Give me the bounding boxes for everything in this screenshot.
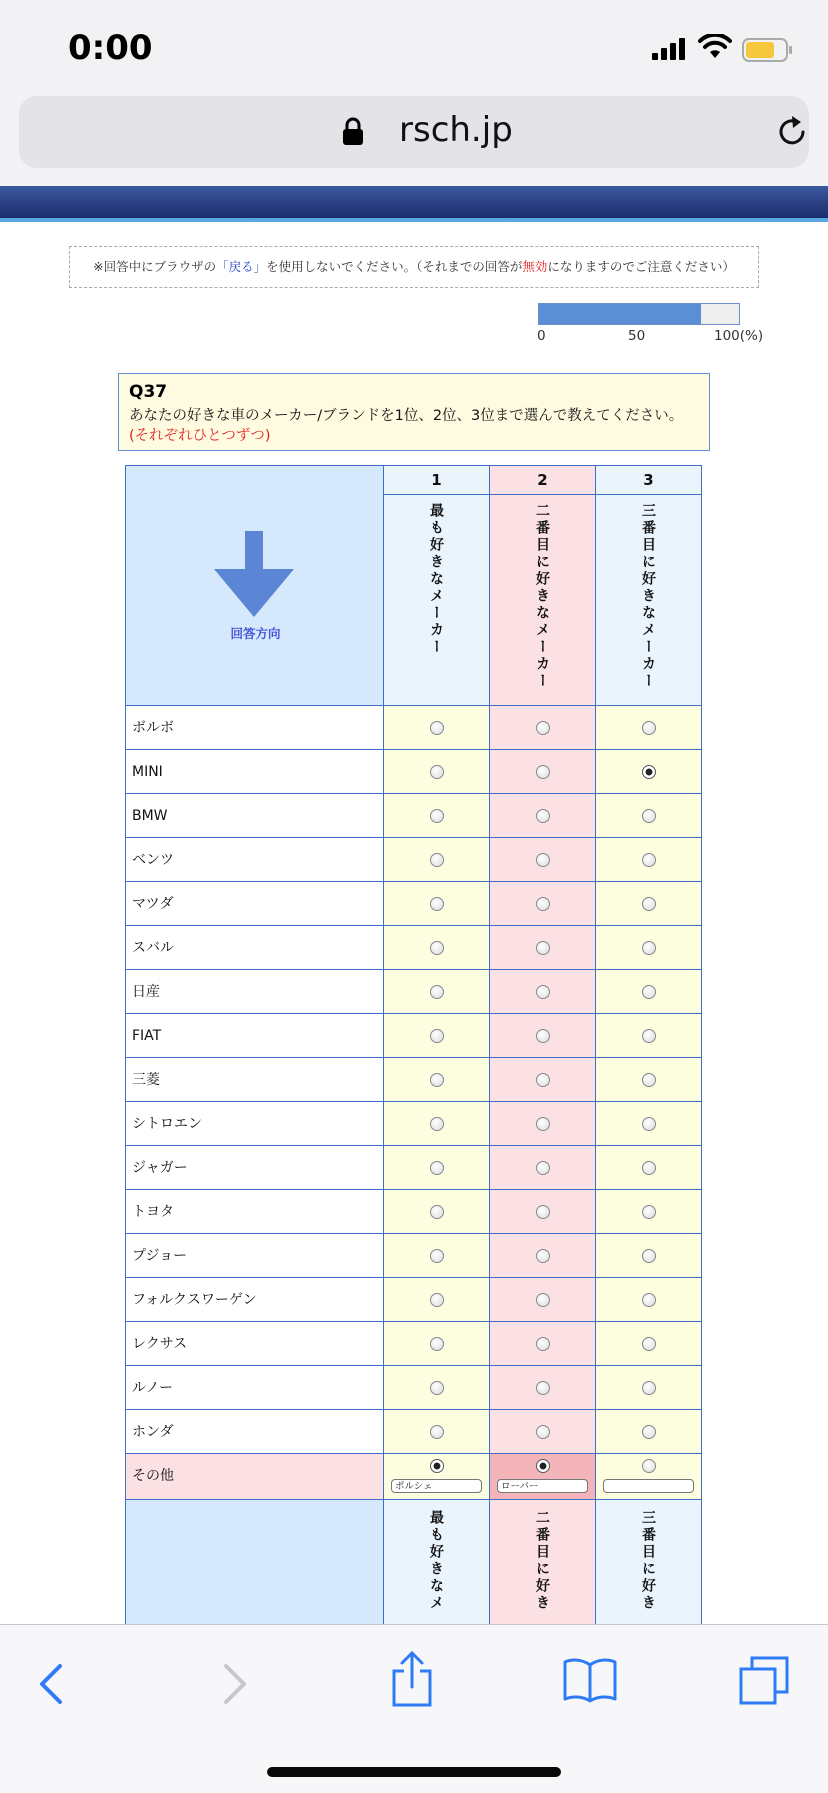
radio-rank-1[interactable] [430, 1073, 444, 1087]
radio-rank-3[interactable] [642, 941, 656, 955]
wifi-icon [698, 34, 732, 60]
radio-rank-2[interactable] [536, 1117, 550, 1131]
radio-rank-1[interactable] [430, 1161, 444, 1175]
column-number-2: 2 [489, 465, 596, 495]
other-radio-rank-1[interactable] [430, 1459, 444, 1473]
cellular-signal-icon [652, 38, 688, 60]
radio-rank-2[interactable] [536, 1249, 550, 1263]
radio-rank-3[interactable] [642, 1029, 656, 1043]
answer-cell-3[interactable] [595, 1409, 702, 1454]
answer-cell-1[interactable] [383, 837, 490, 882]
other-radio-rank-2[interactable] [536, 1459, 550, 1473]
direction-label: 回答方向 [230, 626, 281, 641]
answer-cell-3[interactable] [595, 1365, 702, 1410]
status-bar [0, 0, 828, 92]
tabs-icon[interactable] [738, 1655, 790, 1705]
row-label: フォルクスワーゲン [125, 1277, 384, 1322]
radio-rank-1[interactable] [430, 765, 444, 779]
radio-rank-3[interactable] [642, 853, 656, 867]
browser-toolbar [0, 1624, 828, 1793]
radio-rank-2[interactable] [536, 941, 550, 955]
radio-rank-1[interactable] [430, 1425, 444, 1439]
other-text-input-3[interactable] [603, 1479, 694, 1493]
radio-rank-2[interactable] [536, 1337, 550, 1351]
row-label: ホンダ [125, 1409, 384, 1454]
row-label: トヨタ [125, 1189, 384, 1234]
radio-rank-3[interactable] [642, 1161, 656, 1175]
direction-cell [125, 465, 384, 706]
row-label: 日産 [125, 969, 384, 1014]
answer-cell-2[interactable] [489, 969, 596, 1014]
answer-cell-3[interactable] [595, 1321, 702, 1366]
answer-cell-1[interactable] [383, 881, 490, 926]
column-header-1 [383, 494, 490, 706]
radio-rank-2[interactable] [536, 721, 550, 735]
home-indicator [267, 1767, 561, 1777]
footer-column-label-3: 三番目に好き [640, 1510, 656, 1612]
row-label: FIAT [125, 1013, 384, 1058]
footer-column-header-1 [383, 1499, 490, 1639]
other-text-input-1[interactable]: ポルシェ [391, 1479, 482, 1493]
radio-rank-2[interactable] [536, 1425, 550, 1439]
radio-rank-2[interactable] [536, 1293, 550, 1307]
row-label: レクサス [125, 1321, 384, 1366]
answer-cell-1[interactable] [383, 1409, 490, 1454]
answer-cell-1[interactable] [383, 1233, 490, 1278]
site-header-band [0, 186, 828, 218]
progress-bar [538, 303, 740, 325]
bookmarks-icon[interactable] [562, 1657, 618, 1703]
url-text: rsch.jp [399, 110, 513, 150]
question-number: Q37 [129, 382, 168, 402]
question-box [118, 373, 710, 451]
status-time: 0:00 [68, 28, 153, 68]
answer-cell-3[interactable] [595, 969, 702, 1014]
radio-rank-3[interactable] [642, 1293, 656, 1307]
column-label-3: 三番目に好きなメーカー [640, 503, 656, 690]
radio-rank-1[interactable] [430, 1381, 444, 1395]
radio-rank-1[interactable] [430, 1249, 444, 1263]
answer-cell-2[interactable] [489, 1409, 596, 1454]
site-header-accent [0, 218, 828, 222]
answer-cell-1[interactable] [383, 1365, 490, 1410]
forward-arrow-icon[interactable] [222, 1663, 248, 1705]
answer-cell-1[interactable] [383, 1013, 490, 1058]
answer-cell-2[interactable] [489, 793, 596, 838]
radio-rank-2[interactable] [536, 853, 550, 867]
row-label-other: その他 [125, 1453, 384, 1500]
question-text: あなたの好きな車のメーカー/ブランドを1位、2位、3位まで選んで教えてください。 [129, 408, 684, 424]
radio-rank-3[interactable] [642, 1249, 656, 1263]
answer-cell-3[interactable] [595, 749, 702, 794]
radio-rank-3[interactable] [642, 765, 656, 779]
column-number-1: 1 [383, 465, 490, 495]
radio-rank-1[interactable] [430, 985, 444, 999]
answer-cell-3[interactable] [595, 1233, 702, 1278]
answer-cell-2[interactable] [489, 749, 596, 794]
other-cell-3[interactable] [595, 1453, 702, 1500]
radio-rank-2[interactable] [536, 985, 550, 999]
radio-rank-2[interactable] [536, 765, 550, 779]
radio-rank-2[interactable] [536, 1205, 550, 1219]
back-arrow-icon[interactable] [38, 1663, 64, 1705]
answer-cell-2[interactable] [489, 1057, 596, 1102]
radio-rank-2[interactable] [536, 1161, 550, 1175]
answer-cell-3[interactable] [595, 837, 702, 882]
answer-cell-2[interactable] [489, 1365, 596, 1410]
row-label: プジョー [125, 1233, 384, 1278]
question-note: (それぞれひとつずつ) [129, 428, 271, 444]
radio-rank-3[interactable] [642, 897, 656, 911]
answer-cell-2[interactable] [489, 1233, 596, 1278]
answer-cell-1[interactable] [383, 1277, 490, 1322]
answer-cell-2[interactable] [489, 1277, 596, 1322]
answer-cell-3[interactable] [595, 1189, 702, 1234]
radio-rank-1[interactable] [430, 809, 444, 823]
battery-icon [742, 38, 794, 62]
answer-cell-3[interactable] [595, 705, 702, 750]
row-label: ジャガー [125, 1145, 384, 1190]
address-bar[interactable] [19, 96, 809, 168]
radio-rank-3[interactable] [642, 985, 656, 999]
notice-suffix: になりますのでご注意ください） [547, 259, 735, 274]
answer-cell-2[interactable] [489, 925, 596, 970]
radio-rank-2[interactable] [536, 1073, 550, 1087]
radio-rank-1[interactable] [430, 941, 444, 955]
reload-icon[interactable] [775, 114, 809, 148]
footer-direction-cell [125, 1499, 384, 1639]
answer-cell-3[interactable] [595, 793, 702, 838]
radio-rank-1[interactable] [430, 1337, 444, 1351]
answer-cell-2[interactable] [489, 1321, 596, 1366]
arrow-down-icon [214, 531, 294, 617]
answer-cell-3[interactable] [595, 1277, 702, 1322]
lock-icon [341, 116, 365, 146]
answer-cell-2[interactable] [489, 1145, 596, 1190]
answer-cell-3[interactable] [595, 1057, 702, 1102]
answer-cell-1[interactable] [383, 1145, 490, 1190]
answer-cell-1[interactable] [383, 1321, 490, 1366]
other-text-input-2[interactable]: ローバー [497, 1479, 588, 1493]
column-label-2: 二番目に好きなメーカー [534, 503, 550, 690]
answer-cell-3[interactable] [595, 1145, 702, 1190]
row-label: シトロエン [125, 1101, 384, 1146]
radio-rank-1[interactable] [430, 853, 444, 867]
browser-address-area [0, 92, 828, 186]
footer-column-header-2 [489, 1499, 596, 1639]
column-header-2 [489, 494, 596, 706]
row-label: ベンツ [125, 837, 384, 882]
notice-middle: を使用しないでください。（それまでの回答が [266, 259, 523, 274]
answer-cell-1[interactable] [383, 925, 490, 970]
answer-cell-2[interactable] [489, 1189, 596, 1234]
radio-rank-3[interactable] [642, 1205, 656, 1219]
other-radio-rank-3[interactable] [642, 1459, 656, 1473]
radio-rank-3[interactable] [642, 809, 656, 823]
answer-cell-2[interactable] [489, 1013, 596, 1058]
radio-rank-2[interactable] [536, 897, 550, 911]
answer-cell-2[interactable] [489, 837, 596, 882]
answer-cell-3[interactable] [595, 1101, 702, 1146]
radio-rank-2[interactable] [536, 1029, 550, 1043]
radio-rank-3[interactable] [642, 1337, 656, 1351]
answer-cell-1[interactable] [383, 1189, 490, 1234]
answer-cell-2[interactable] [489, 705, 596, 750]
answer-cell-1[interactable] [383, 793, 490, 838]
radio-rank-3[interactable] [642, 721, 656, 735]
other-cell-2[interactable] [489, 1453, 596, 1500]
row-label: ルノー [125, 1365, 384, 1410]
row-label: BMW [125, 793, 384, 838]
notice-box [69, 246, 759, 288]
answer-cell-2[interactable] [489, 1101, 596, 1146]
progress-tick-0: 0 [537, 328, 546, 344]
answer-cell-2[interactable] [489, 881, 596, 926]
footer-column-label-2: 二番目に好き [534, 1510, 550, 1612]
radio-rank-1[interactable] [430, 1029, 444, 1043]
row-label: マツダ [125, 881, 384, 926]
answer-cell-3[interactable] [595, 1013, 702, 1058]
radio-rank-3[interactable] [642, 1073, 656, 1087]
radio-rank-1[interactable] [430, 897, 444, 911]
radio-rank-1[interactable] [430, 721, 444, 735]
progress-tick-100: 100(%) [714, 328, 764, 344]
column-header-3 [595, 494, 702, 706]
radio-rank-1[interactable] [430, 1293, 444, 1307]
other-cell-1[interactable] [383, 1453, 490, 1500]
radio-rank-3[interactable] [642, 1381, 656, 1395]
answer-cell-3[interactable] [595, 881, 702, 926]
radio-rank-1[interactable] [430, 1205, 444, 1219]
notice-prefix: ※回答中にブラウザの [93, 259, 217, 274]
row-label: スバル [125, 925, 384, 970]
radio-rank-2[interactable] [536, 809, 550, 823]
answer-cell-1[interactable] [383, 969, 490, 1014]
share-icon[interactable] [390, 1651, 434, 1707]
notice-back: 「戻る」 [216, 259, 267, 274]
answer-cell-1[interactable] [383, 1101, 490, 1146]
row-label: 三菱 [125, 1057, 384, 1102]
row-label: MINI [125, 749, 384, 794]
answer-cell-1[interactable] [383, 749, 490, 794]
radio-rank-2[interactable] [536, 1381, 550, 1395]
column-label-1: 最も好きなメーカー [428, 503, 444, 656]
answer-cell-1[interactable] [383, 705, 490, 750]
footer-column-header-3 [595, 1499, 702, 1639]
progress-fill [539, 304, 701, 324]
footer-column-label-1: 最も好きなメ [428, 1510, 444, 1612]
radio-rank-3[interactable] [642, 1425, 656, 1439]
answer-cell-3[interactable] [595, 925, 702, 970]
column-number-3: 3 [595, 465, 702, 495]
notice-invalid: 無効 [522, 259, 548, 274]
progress-tick-50: 50 [628, 328, 646, 344]
row-label: ボルボ [125, 705, 384, 750]
answer-cell-1[interactable] [383, 1057, 490, 1102]
radio-rank-3[interactable] [642, 1117, 656, 1131]
radio-rank-1[interactable] [430, 1117, 444, 1131]
